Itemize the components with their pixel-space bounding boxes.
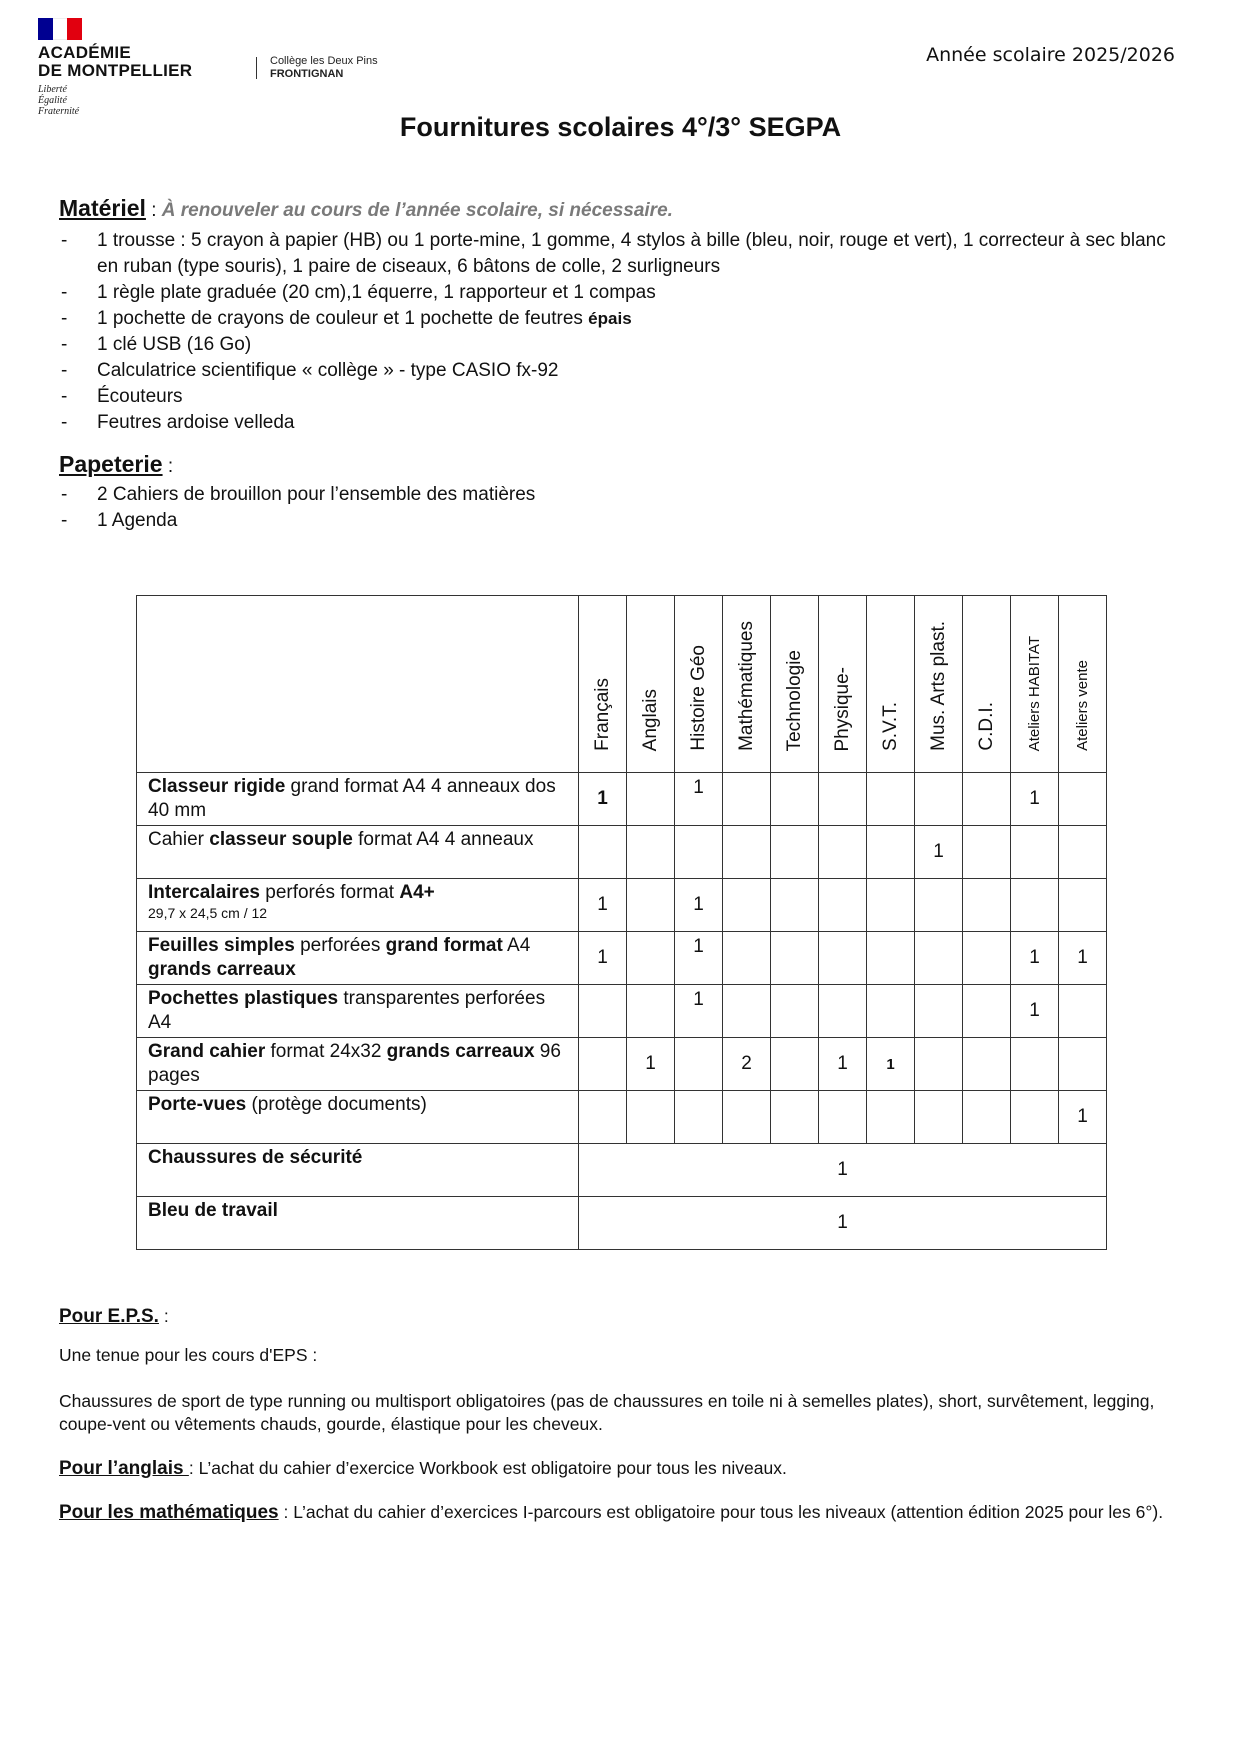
- row-label: [137, 932, 579, 985]
- column-header: [771, 596, 819, 773]
- table-cell: [915, 879, 963, 932]
- table-cell: [915, 1091, 963, 1144]
- row-label-part: format 24x32: [265, 1041, 387, 1062]
- table-cell: [723, 1091, 771, 1144]
- papeterie-heading: Papeterie: [59, 451, 163, 477]
- table-cell: [771, 1038, 819, 1091]
- table-cell: [771, 826, 819, 879]
- table-cell: [963, 826, 1011, 879]
- table-cell: 1: [1059, 932, 1107, 985]
- column-header: [723, 596, 771, 773]
- table-cell: [1011, 1038, 1059, 1091]
- motto-line: Liberté: [38, 84, 67, 95]
- table-row: [137, 932, 1107, 985]
- college-block: [270, 55, 378, 81]
- table-cell: 1: [819, 1038, 867, 1091]
- table-cell: [1059, 826, 1107, 879]
- table-cell: [723, 985, 771, 1038]
- table-cell: [915, 1038, 963, 1091]
- table-cell: [867, 773, 915, 826]
- table-cell: [867, 879, 915, 932]
- table-row: [137, 1038, 1107, 1091]
- column-header: [675, 596, 723, 773]
- merged-cell: 1: [579, 1144, 1107, 1197]
- table-row: [137, 879, 1107, 932]
- column-header: [963, 596, 1011, 773]
- list-item: - 1 clé USB (16 Go): [59, 332, 1181, 358]
- list-item: - Calculatrice scientifique « collège » - type CASIO fx-92: [59, 358, 1181, 384]
- table-cell: [1059, 985, 1107, 1038]
- column-header-label: Ateliers vente: [1074, 660, 1091, 751]
- eps-line1: Une tenue pour les cours d'EPS :: [59, 1345, 318, 1365]
- row-label-part: Intercalaires: [148, 882, 260, 903]
- anglais-note: [59, 1457, 1181, 1480]
- table-cell: [819, 879, 867, 932]
- table-cell: [675, 1038, 723, 1091]
- table-cell: [627, 773, 675, 826]
- table-cell: [819, 1091, 867, 1144]
- table-cell: [1059, 773, 1107, 826]
- row-label-part: transparentes perforées A4: [148, 988, 546, 1033]
- eps-colon: :: [158, 1306, 169, 1326]
- table-cell: [579, 826, 627, 879]
- pochette-text: 1 pochette de crayons de couleur et 1 pochette de feutres: [97, 308, 589, 329]
- table-cell: [867, 826, 915, 879]
- eps-heading: Pour E.P.S.: [59, 1306, 159, 1327]
- table-cell: [819, 826, 867, 879]
- eps-heading-line: [59, 1305, 1181, 1328]
- table-cell: [1011, 826, 1059, 879]
- table-cell: [627, 985, 675, 1038]
- table-row: [137, 826, 1107, 879]
- row-label-part: grands carreaux: [386, 1041, 535, 1062]
- table-cell: 1: [1011, 932, 1059, 985]
- papeterie-list: [59, 482, 1181, 534]
- header-divider: [256, 57, 257, 79]
- table-cell: 1: [579, 879, 627, 932]
- table-cell: 1: [675, 773, 723, 826]
- table-cell: [867, 985, 915, 1038]
- table-cell: [579, 1038, 627, 1091]
- materiel-note: À renouveler au cours de l’année scolaire, si nécessaire.: [161, 200, 673, 221]
- table-cell: [915, 932, 963, 985]
- institution-name: [38, 44, 208, 80]
- eps-line2: Chaussures de sport de type running ou multisport obligatoires (pas de chaussures en toile ni à semelles plates), short, survêtement, legging, coupe-vent ou vêtements chauds, gourde, élastique pour les cheveux.: [59, 1391, 1155, 1434]
- row-label: [137, 879, 579, 932]
- list-item: - Feutres ardoise velleda: [59, 410, 1181, 436]
- column-header-label: Anglais: [639, 688, 661, 751]
- table-cell: [1011, 879, 1059, 932]
- row-label: Chaussures de sécurité: [137, 1144, 579, 1197]
- row-label-part: Feuilles simples: [148, 935, 295, 956]
- list-item: - 1 Agenda: [59, 508, 1181, 534]
- table-cell: [579, 985, 627, 1038]
- table-cell: [1059, 1038, 1107, 1091]
- table-cell: [723, 932, 771, 985]
- table-cell: [627, 826, 675, 879]
- academie-logo: [38, 18, 208, 117]
- french-flag-icon: [38, 18, 82, 40]
- row-label-part: (protège documents): [246, 1094, 427, 1115]
- table-cell: [723, 773, 771, 826]
- column-header-label: Technologie: [783, 649, 805, 751]
- column-header: [1011, 596, 1059, 773]
- institution-line2: DE MONTPELLIER: [38, 61, 193, 80]
- table-cell: [963, 1091, 1011, 1144]
- table-cell: [627, 879, 675, 932]
- college-name: Collège les Deux Pins: [270, 55, 378, 67]
- table-cell: 1: [1011, 985, 1059, 1038]
- row-label: [137, 1091, 579, 1144]
- anglais-text: : L’achat du cahier d’exercice Workbook est obligatoire pour tous les niveaux.: [188, 1458, 787, 1478]
- table-cell: [963, 773, 1011, 826]
- table-cell: 1: [675, 985, 723, 1038]
- list-item: - Écouteurs: [59, 384, 1181, 410]
- materiel-list: [59, 228, 1181, 436]
- table-cell: 1: [1011, 773, 1059, 826]
- column-header-label: Histoire Géo: [687, 645, 709, 751]
- merged-cell: 1: [579, 1197, 1107, 1250]
- column-header-label: Mus. Arts plast.: [927, 621, 949, 751]
- row-label-part: format A4 4 anneaux: [352, 829, 534, 850]
- table-header-row: [137, 596, 1107, 773]
- column-header: [627, 596, 675, 773]
- table-cell: 1: [867, 1038, 915, 1091]
- anglais-heading: Pour l’anglais: [59, 1458, 189, 1479]
- column-header: [579, 596, 627, 773]
- row-subnote: 29,7 x 24,5 cm / 12: [148, 905, 268, 921]
- supplies-table: [136, 595, 1107, 1250]
- table-cell: [627, 932, 675, 985]
- row-label-part: Grand cahier: [148, 1041, 266, 1062]
- table-cell: [723, 879, 771, 932]
- column-header: [867, 596, 915, 773]
- row-label-part: grand format: [385, 935, 503, 956]
- column-header: [1059, 596, 1107, 773]
- table-cell: [675, 826, 723, 879]
- column-header-label: C.D.I.: [975, 702, 997, 751]
- table-cell: 1: [1059, 1091, 1107, 1144]
- row-label: [137, 1038, 579, 1091]
- college-city: FRONTIGNAN: [270, 68, 344, 80]
- row-label-part: Cahier: [148, 829, 210, 850]
- row-label-part: grands carreaux: [148, 959, 296, 980]
- table-cell: [819, 932, 867, 985]
- maths-heading: Pour les mathématiques: [59, 1502, 279, 1523]
- papeterie-section: [59, 451, 1181, 534]
- column-header-label: Ateliers HABITAT: [1026, 635, 1043, 751]
- row-label: [137, 826, 579, 879]
- table-cell: 2: [723, 1038, 771, 1091]
- column-header-label: Mathématiques: [735, 621, 757, 751]
- table-cell: [1059, 879, 1107, 932]
- table-cell: [963, 879, 1011, 932]
- table-cell: 1: [579, 932, 627, 985]
- row-label-part: A4+: [399, 882, 435, 903]
- maths-note: [59, 1501, 1181, 1524]
- table-cell: [963, 932, 1011, 985]
- table-row: [137, 1197, 1107, 1250]
- pochette-bold: épais: [588, 309, 632, 328]
- motto-line: Fraternité: [38, 106, 80, 117]
- notes-section: [59, 1305, 1181, 1524]
- table-cell: 1: [675, 879, 723, 932]
- column-header-label: Physique-: [831, 666, 853, 751]
- row-label-part: 96 pages: [148, 1041, 561, 1086]
- table-cell: 1: [579, 773, 627, 826]
- table-row: [137, 1091, 1107, 1144]
- papeterie-colon: :: [162, 456, 174, 477]
- row-label-part: classeur souple: [209, 829, 353, 850]
- motto-line: Égalité: [38, 95, 67, 106]
- column-header-label: Français: [591, 678, 613, 751]
- table-cell: [963, 985, 1011, 1038]
- table-cell: [867, 932, 915, 985]
- table-cell: [915, 985, 963, 1038]
- table-cell: [771, 932, 819, 985]
- row-label-part: Classeur rigide: [148, 776, 286, 797]
- row-label: [137, 985, 579, 1038]
- row-label-part: A4: [502, 935, 531, 956]
- table-cell: [819, 985, 867, 1038]
- list-item: - 2 Cahiers de brouillon pour l’ensemble des matières: [59, 482, 1181, 508]
- table-corner-cell: [137, 596, 579, 773]
- row-label-part: perforées: [294, 935, 386, 956]
- table-cell: 1: [915, 826, 963, 879]
- row-label-part: perforés format: [259, 882, 400, 903]
- table-cell: [867, 1091, 915, 1144]
- column-header: [819, 596, 867, 773]
- page-title: Fournitures scolaires 4°/3° SEGPA: [399, 112, 842, 142]
- table-row: [137, 773, 1107, 826]
- column-header-label: S.V.T.: [879, 702, 901, 751]
- table-cell: [915, 773, 963, 826]
- list-item: [59, 306, 1181, 332]
- institution-line1: ACADÉMIE: [38, 43, 132, 62]
- materiel-colon: :: [145, 200, 162, 221]
- table-cell: [1011, 1091, 1059, 1144]
- row-label-part: Pochettes plastiques: [148, 988, 339, 1009]
- table-cell: 1: [627, 1038, 675, 1091]
- list-item: - 1 règle plate graduée (20 cm),1 équerre, 1 rapporteur et 1 compas: [59, 280, 1181, 306]
- table-cell: [675, 1091, 723, 1144]
- table-cell: [771, 773, 819, 826]
- maths-text: : L’achat du cahier d’exercices I-parcours est obligatoire pour tous les niveaux (attention édition 2025 pour les 6°).: [278, 1502, 1164, 1522]
- table-cell: [963, 1038, 1011, 1091]
- school-year: Année scolaire 2025/2026: [926, 44, 1175, 66]
- table-cell: [771, 985, 819, 1038]
- materiel-section: [59, 195, 1181, 436]
- table-cell: [771, 1091, 819, 1144]
- list-item: - 1 trousse : 5 crayon à papier (HB) ou 1 porte-mine, 1 gomme, 4 stylos à bille (bleu, noir, rouge et vert), 1 correcteur à sec blanc en ruban (type souris), 1 paire de ciseaux, 6 bâtons de colle, 2 surligneurs: [59, 228, 1181, 280]
- table-cell: [579, 1091, 627, 1144]
- row-label: Bleu de travail: [137, 1197, 579, 1250]
- table-cell: 1: [675, 932, 723, 985]
- table-row: [137, 1144, 1107, 1197]
- row-label-part: Porte-vues: [148, 1094, 247, 1115]
- materiel-heading: Matériel: [59, 195, 146, 221]
- column-header: [915, 596, 963, 773]
- row-label: [137, 773, 579, 826]
- table-cell: [627, 1091, 675, 1144]
- table-cell: [723, 826, 771, 879]
- table-row: [137, 985, 1107, 1038]
- row-label-part: grand format A4 4 anneaux dos 40 mm: [148, 776, 556, 821]
- table-cell: [819, 773, 867, 826]
- table-cell: [771, 879, 819, 932]
